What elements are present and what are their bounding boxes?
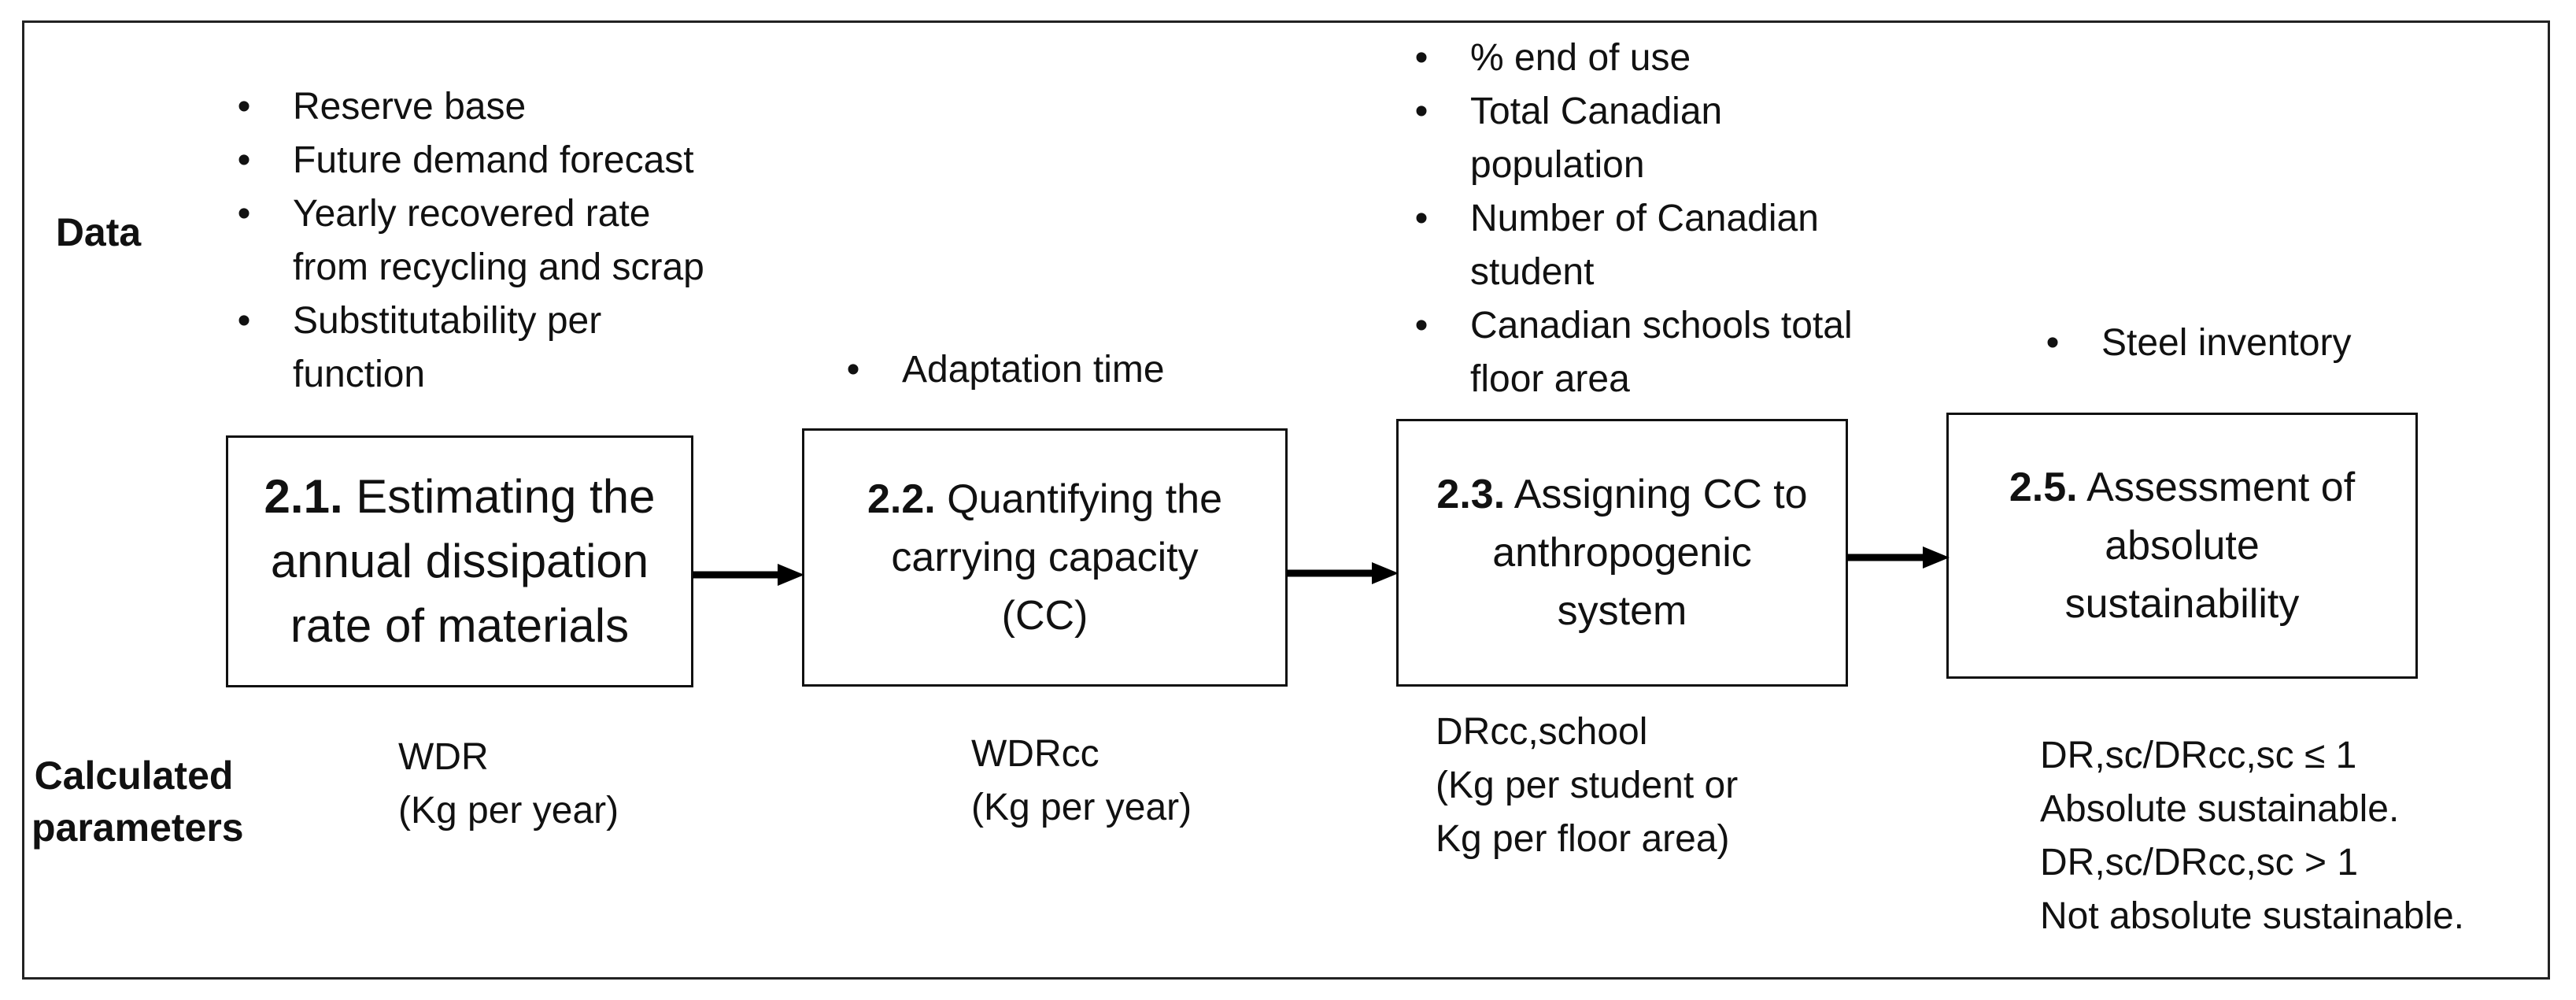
data-item: • Total Canadian population <box>1406 85 1853 192</box>
data-item: • Yearly recovered rate from recycling and scrap <box>228 187 704 294</box>
data-list-stage-1 <box>228 80 704 402</box>
data-item: • Steel inventory <box>2037 317 2352 370</box>
step-title: rate of materials <box>290 599 630 652</box>
parameters-stage-3: DRcc,school (Kg per student or Kg per floor area) <box>1436 711 1739 860</box>
parameters-stage-4: DR,sc/DRcc,sc ≤ 1 Absolute sustainable. DR,sc/DRcc,sc > 1 Not absolute sustainable. <box>2040 735 2465 937</box>
step-title: Estimating the <box>356 470 656 523</box>
data-item: • Canadian schools total floor area <box>1406 299 1853 406</box>
data-item: • Reserve base <box>228 80 704 134</box>
step-title: system <box>1557 588 1687 634</box>
data-item: • % end of use <box>1406 31 1853 85</box>
arrow-2-1-to-2-2 <box>691 559 808 591</box>
data-list-stage-2 <box>837 343 1165 397</box>
step-title: Assessment of <box>2086 465 2356 510</box>
row-label-calculated-parameters: Calculated parameters <box>31 754 244 850</box>
parameters-stage-2: WDRcc (Kg per year) <box>971 733 1192 828</box>
step-title: Assigning CC to <box>1513 472 1808 517</box>
parameters-stage-1: WDR (Kg per year) <box>398 736 619 831</box>
data-item: • Adaptation time <box>837 343 1165 397</box>
step-title: anthropogenic <box>1492 530 1752 576</box>
data-item: • Future demand forecast <box>228 134 704 187</box>
step-number: 2.3. <box>1436 472 1506 517</box>
step-number: 2.5. <box>2009 465 2078 510</box>
step-number: 2.2. <box>867 476 936 522</box>
step-title: carrying capacity <box>891 535 1199 580</box>
step-title: annual dissipation <box>270 535 649 587</box>
process-box-2-2 <box>802 428 1288 687</box>
step-title: (CC) <box>1001 593 1088 639</box>
process-box-2-3 <box>1396 419 1848 687</box>
data-list-stage-4 <box>2037 317 2352 370</box>
row-label-data: Data <box>55 210 142 254</box>
step-number: 2.1. <box>264 470 343 523</box>
step-title: sustainability <box>2064 581 2300 627</box>
arrow-2-2-to-2-3 <box>1285 557 1402 589</box>
process-box-2-5 <box>1946 413 2418 679</box>
step-title: absolute <box>2105 523 2260 569</box>
step-title: Quantifying the <box>947 476 1222 522</box>
data-item: • Number of Canadian student <box>1406 192 1853 299</box>
process-box-2-1 <box>226 435 693 687</box>
data-list-stage-3 <box>1406 31 1853 406</box>
data-item: • Substitutability per function <box>228 294 704 402</box>
arrow-2-3-to-2-5 <box>1846 542 1953 573</box>
